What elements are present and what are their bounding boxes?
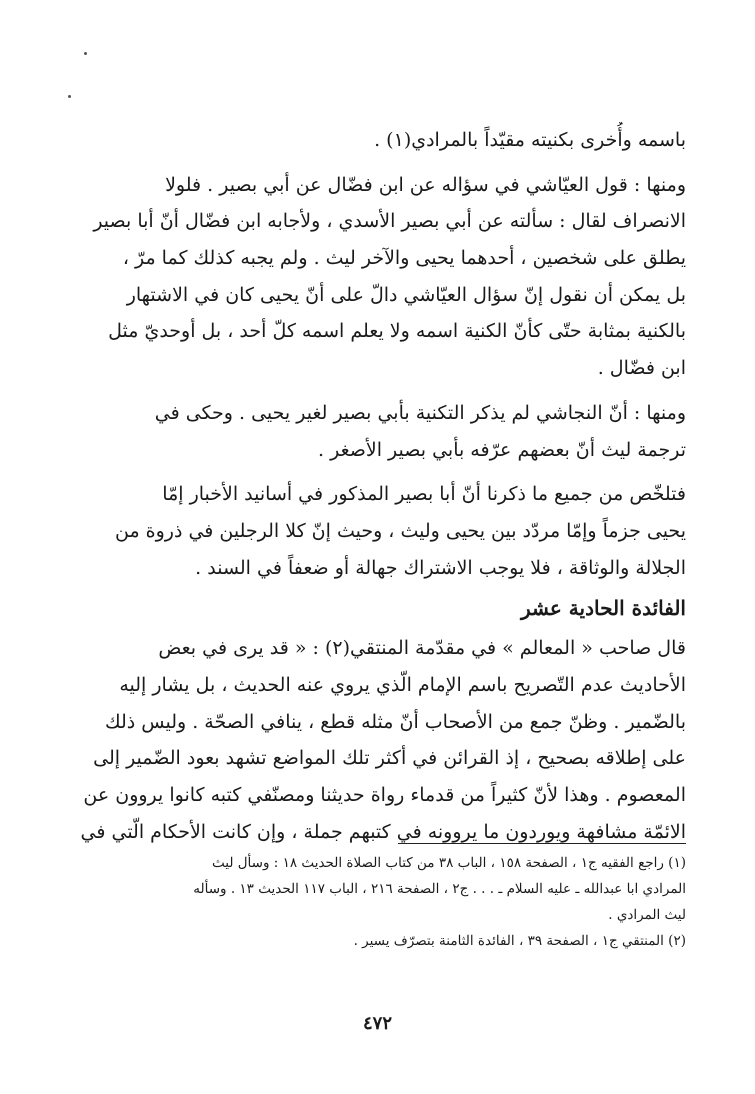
text-line: ومنها : قول العيّاشي في سؤاله عن ابن فضّال عن أبي بصير . فلولا (165, 173, 686, 196)
text-line: الانصراف لقال : سألته عن أبي بصير الأسدي ، ولأجابه ابن فضّال أنّ أبا بصير (93, 210, 686, 233)
footnotes (72, 850, 686, 954)
text-line: بالكنية بمثابة حتّى كأنّ الكنية اسمه ولا يعلم اسمه كلّ أحد ، بل أوحديّ مثل (108, 320, 686, 343)
footnote-1 (72, 850, 686, 928)
text-line: بالضّمير . وظنّ جمع من الأصحاب أنّ مثله قطع ، ينافي الصحّة . وليس ذلك (104, 710, 686, 733)
text-line: باسمه وأُخرى بكنيته مقيّداً بالمرادي(١) . (374, 129, 686, 151)
text-line: ومنها : أنّ النجاشي لم يذكر التكنية بأبي بصير لغير يحيى . وحكى في (154, 401, 686, 424)
footnote-line: (٢) المنتقي ج١ ، الصفحة ٣٩ ، الفائدة الثامنة بتصرّف يسير . (353, 933, 686, 949)
footnote-2 (72, 928, 686, 954)
text-line: الائمّة مشافهة ويوردون ما يروونه في كتبهم جملة ، وإن كانت الأحكام الّتي في (80, 820, 686, 843)
footnote-line: المرادي ابا عبدالله ـ عليه السلام ـ . . . ج٢ ، الصفحة ٢١٦ ، الباب ١١٧ الحديث ١٣ . وسأله (193, 881, 686, 897)
scan-speck (84, 52, 87, 55)
text-line: الأحاديث عدم التّصريح باسم الإمام الّذي يروي عنه الحديث ، بل يشار إليه (119, 673, 686, 696)
text-line: ترجمة ليث أنّ بعضهم عرّفه بأبي بصير الأصغر . (318, 438, 686, 461)
text-line: الجلالة والوثاقة ، فلا يوجب الاشتراك جهالة أو ضعفاً في السند . (195, 556, 686, 579)
text-line: ابن فضّال . (597, 357, 686, 380)
text-line: على إطلاقه بصحيح ، إذ القرائن في أكثر تلك المواضع تشهد بعود الضّمير إلى (93, 747, 686, 770)
scan-speck (68, 95, 71, 98)
paragraph (72, 167, 686, 387)
footnote-separator (398, 843, 686, 844)
text-line: قال صاحب « المعالم » في مقدّمة المنتقي(٢) : « قد يرى في بعض (158, 637, 686, 660)
text-line: فتلخّص من جميع ما ذكرنا أنّ أبا بصير المذكور في أسانيد الأخبار إمّا (162, 483, 686, 506)
page-number: ٤٧٢ (362, 1013, 392, 1034)
text-line: يحيى جزماً وإمّا مردّد بين يحيى وليث ، وحيث إنّ كلا الرجلين في ذروة من (114, 519, 686, 542)
text-line: المعصوم . وهذا لأنّ كثيراً من قدماء رواة حديثنا ومصنّفي كتبه كانوا يروون عن (83, 784, 686, 806)
footnote-line: ليث المرادي . (608, 907, 686, 923)
paragraph (72, 122, 686, 159)
section-heading: الفائدة الحادية عشر (521, 596, 686, 621)
paragraph (72, 476, 686, 586)
paragraph (72, 630, 686, 850)
paragraph (72, 395, 686, 468)
text-line: بل يمكن أن نقول إنّ سؤال العيّاشي دالّ على أنّ يحيى كان في الاشتهار (126, 283, 686, 306)
footnote-line: (١) راجع الفقيه ج١ ، الصفحة ١٥٨ ، الباب ٣٨ من كتاب الصلاة الحديث ١٨ : وسأل ليث (212, 855, 686, 871)
main-text (72, 122, 686, 850)
text-line: يطلق على شخصين ، أحدهما يحيى والآخر ليث . ولم يجبه كذلك كما مرّ ، (122, 247, 686, 270)
